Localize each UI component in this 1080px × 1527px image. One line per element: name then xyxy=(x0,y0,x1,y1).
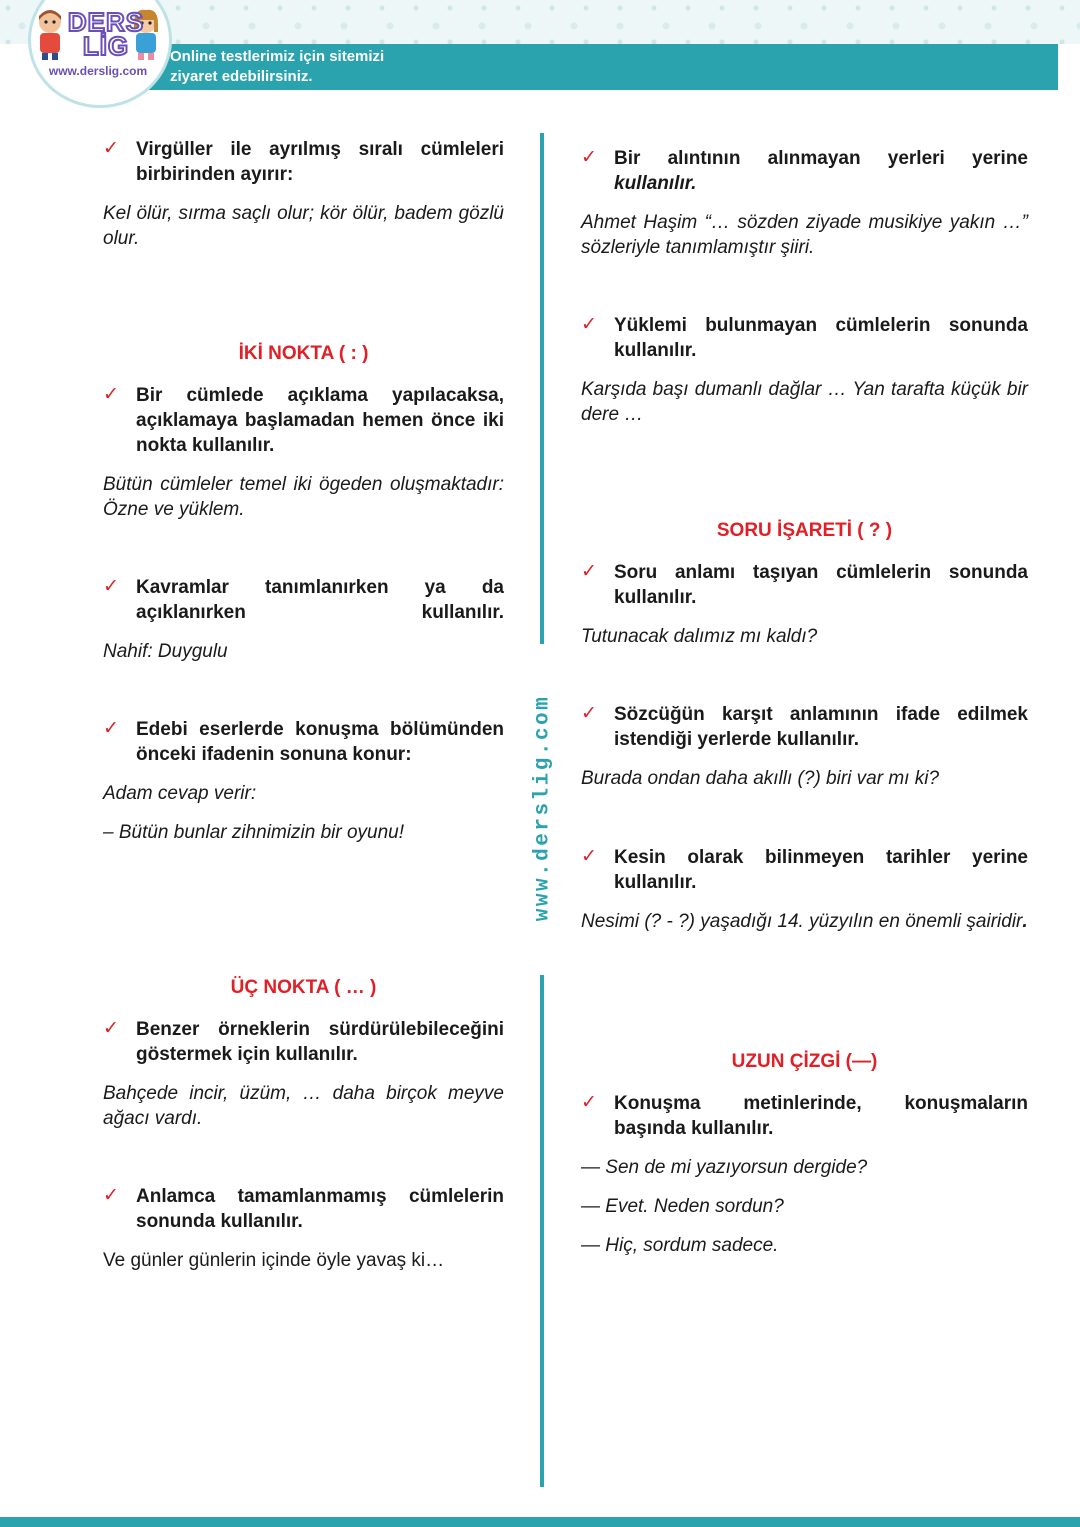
uc-nokta-rule-1 xyxy=(103,1017,504,1131)
soru-rule-2 xyxy=(581,702,1028,791)
rule-item xyxy=(103,1184,504,1234)
column-divider-bottom xyxy=(540,975,544,1487)
rule-text: Virgüller ile ayrılmış sıralı cümleleri birbirinden ayırır: xyxy=(136,139,504,185)
uzun-cizgi-rule xyxy=(581,1091,1028,1258)
checkmark-icon: ✓ xyxy=(103,718,119,739)
rule-text: Kavramlar tanımlanırken ya da açıklanırken kullanılır. xyxy=(136,577,504,623)
checkmark-icon: ✓ xyxy=(103,1185,119,1206)
example-text-main: Nesimi (? - ?) yaşadığı 14. yüzyılın en önemli şairidir xyxy=(581,911,1023,932)
rule-text: Bir alıntının alınmayan yerleri yerine xyxy=(614,148,1028,169)
example-text: Bahçede incir, üzüm, … daha birçok meyve ağacı vardı. xyxy=(103,1083,504,1129)
rule-item xyxy=(103,1017,504,1067)
checkmark-icon: ✓ xyxy=(581,703,597,724)
example-text: Adam cevap verir: xyxy=(103,783,257,804)
checkmark-icon: ✓ xyxy=(103,384,119,405)
example-text: Nahif: Duygulu xyxy=(103,641,228,662)
dialogue-line: — Hiç, sordum sadece. xyxy=(581,1235,779,1256)
rule-text: Soru anlamı taşıyan cümlelerin sonunda kullanılır. xyxy=(614,562,1028,608)
example-text-end: . xyxy=(1022,911,1028,932)
rule-text: Kesin olarak bilinmeyen tarihler yerine kullanılır. xyxy=(614,847,1028,893)
section-heading-soru-isareti: SORU İŞARETİ ( ? ) xyxy=(716,520,893,541)
yuklemsiz-section xyxy=(581,313,1028,427)
watermark-text: www.derslig.com xyxy=(531,694,555,922)
rule-item xyxy=(581,702,1028,752)
column-divider-top xyxy=(540,133,544,644)
alinti-section xyxy=(581,146,1028,260)
rule-item xyxy=(581,845,1028,895)
checkmark-icon: ✓ xyxy=(581,314,597,335)
checkmark-icon: ✓ xyxy=(581,561,597,582)
example-text: Ahmet Haşim “… sözden ziyade musikiye yakın …” sözleriyle tanımlamıştır şiiri. xyxy=(581,212,1028,258)
rule-text: Sözcüğün karşıt anlamının ifade edilmek istendiği yerlerde kullanılır. xyxy=(614,704,1028,750)
rule-item xyxy=(581,146,1028,196)
iki-nokta-rule-3 xyxy=(103,717,504,845)
example-text: Karşıda başı dumanlı dağlar … Yan tarafta küçük bir dere … xyxy=(581,379,1028,425)
example-text: Bütün cümleler temel iki ögeden oluşmaktadır: Özne ve yüklem. xyxy=(103,474,504,520)
example-text: Tutunacak dalımız mı kaldı? xyxy=(581,626,818,647)
header-notice-line2: ziyaret edebilirsiniz. xyxy=(170,68,313,85)
example-text: Ve günler günlerin içinde öyle yavaş ki… xyxy=(103,1250,445,1271)
checkmark-icon: ✓ xyxy=(581,147,597,168)
iki-nokta-rule-2 xyxy=(103,575,504,664)
logo-url[interactable]: www.derslig.com xyxy=(48,64,148,78)
soru-rule-1 xyxy=(581,560,1028,649)
header-notice[interactable] xyxy=(170,47,384,87)
logo-text: DERS LİG xyxy=(67,7,145,61)
rule-text: Bir cümlede açıklama yapılacaksa, açıklamaya başlamadan hemen önce iki nokta kullanılır. xyxy=(136,385,504,456)
rule-text: Benzer örneklerin sürdürülebileceğini göstermek için kullanılır. xyxy=(136,1019,504,1065)
example-text: – Bütün bunlar zihnimizin bir oyunu! xyxy=(103,822,405,843)
dialogue-line: — Sen de mi yazıyorsun dergide? xyxy=(581,1157,868,1178)
checkmark-icon: ✓ xyxy=(581,846,597,867)
header-notice-line1: Online testlerimiz için sitemizi xyxy=(170,48,385,65)
virgul-section xyxy=(103,137,504,251)
rule-item xyxy=(581,560,1028,610)
rule-text: Edebi eserlerde konuşma bölümünden önceki ifadenin sonuna konur: xyxy=(136,719,504,765)
watermark xyxy=(528,690,556,926)
rule-text: Yüklemi bulunmayan cümlelerin sonunda kullanılır. xyxy=(614,315,1028,361)
footer-bar xyxy=(0,1517,1080,1527)
rule-item xyxy=(103,383,504,458)
checkmark-icon: ✓ xyxy=(103,1018,119,1039)
uc-nokta-rule-2 xyxy=(103,1184,504,1273)
checkmark-icon: ✓ xyxy=(581,1092,597,1113)
rule-item xyxy=(103,717,504,767)
checkmark-icon: ✓ xyxy=(103,576,119,597)
rule-item xyxy=(103,575,504,625)
rule-item xyxy=(581,1091,1028,1141)
section-heading-uzun-cizgi: UZUN ÇİZGİ (—) xyxy=(731,1051,878,1072)
example-text: Kel ölür, sırma saçlı olur; kör ölür, badem gözlü olur. xyxy=(103,203,504,249)
section-heading-iki-nokta: İKİ NOKTA ( : ) xyxy=(238,343,369,364)
section-heading-uc-nokta: ÜÇ NOKTA ( … ) xyxy=(230,977,377,998)
rule-text: Anlamca tamamlanmamış cümlelerin sonunda kullanılır. xyxy=(136,1186,504,1232)
example-text: Burada ondan daha akıllı (?) biri var mı ki? xyxy=(581,768,940,789)
rule-text: Konuşma metinlerinde, konuşmaların başında kullanılır. xyxy=(614,1093,1028,1139)
rule-text-italic: kullanılır. xyxy=(614,173,697,194)
example-text xyxy=(581,909,1028,934)
checkmark-icon: ✓ xyxy=(103,138,119,159)
rule-item xyxy=(581,313,1028,363)
iki-nokta-rule-1 xyxy=(103,383,504,522)
dialogue-line: — Evet. Neden sordun? xyxy=(581,1196,784,1217)
soru-rule-3 xyxy=(581,845,1028,934)
rule-item xyxy=(103,137,504,187)
